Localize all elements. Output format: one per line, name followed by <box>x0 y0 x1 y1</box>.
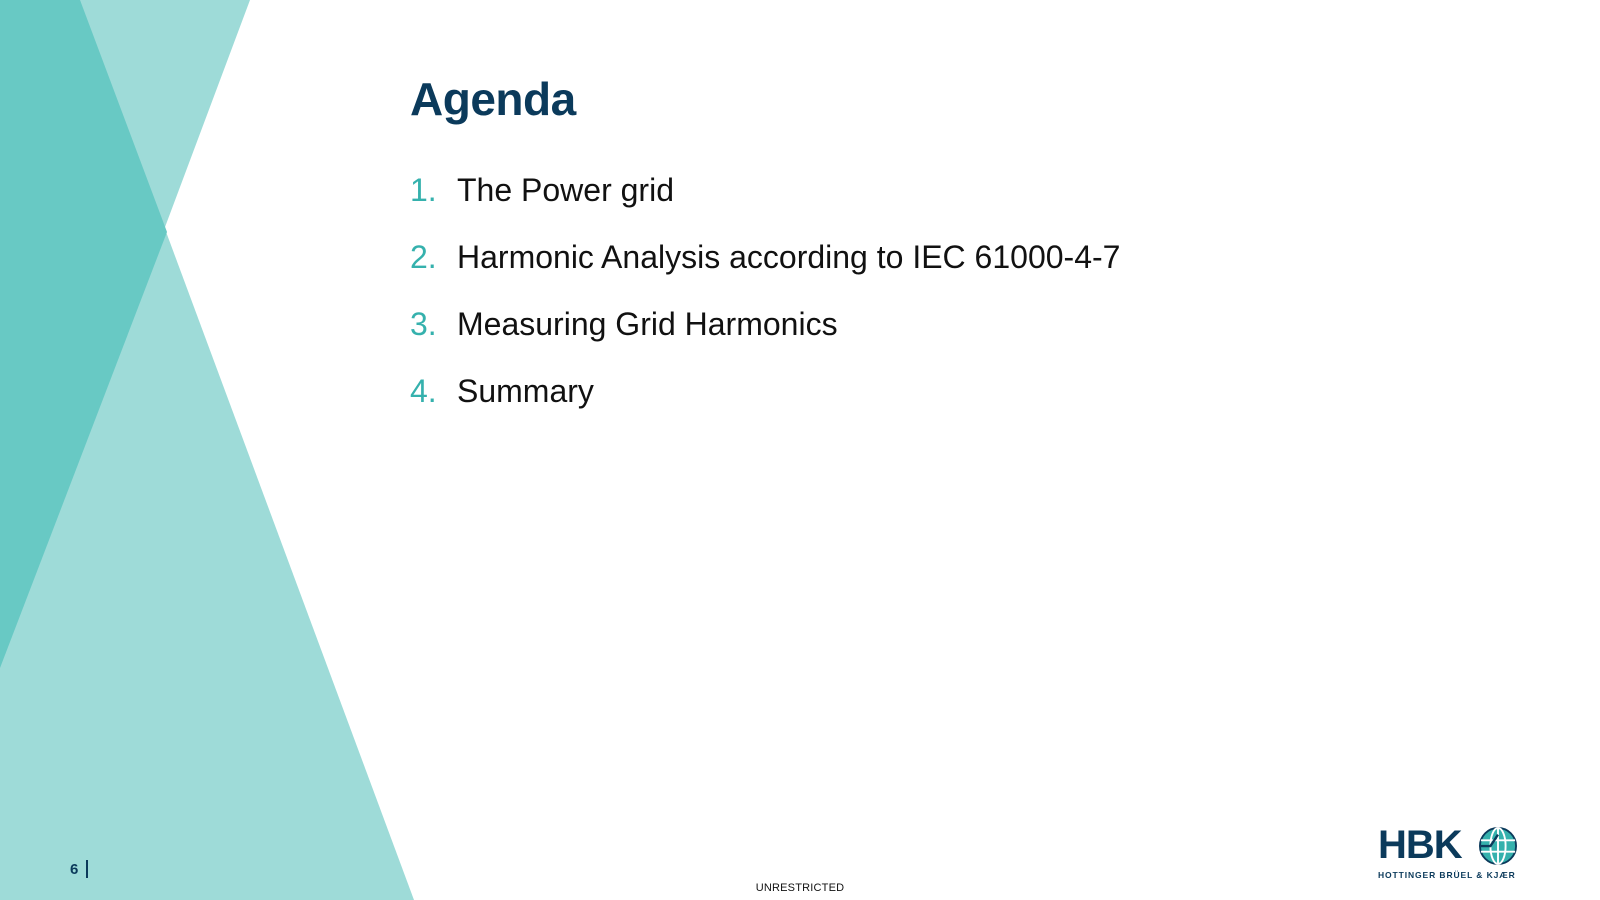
logo-tagline: HOTTINGER BRÜEL & KJÆR <box>1378 870 1516 880</box>
agenda-item <box>410 239 1120 306</box>
page-number-divider <box>86 860 88 878</box>
agenda-item <box>410 373 1120 440</box>
classification-label: UNRESTRICTED <box>755 882 845 894</box>
slide-title: Agenda <box>410 73 576 125</box>
agenda-item-text: Harmonic Analysis according to IEC 61000-4-7 <box>457 239 1121 275</box>
agenda-list <box>410 172 1120 440</box>
agenda-item-number: 1. <box>410 172 437 208</box>
agenda-item <box>410 306 1120 373</box>
agenda-item-number: 2. <box>410 239 437 275</box>
agenda-item <box>410 172 1120 239</box>
agenda-item-text: The Power grid <box>457 172 674 208</box>
logo-wordmark: HBK <box>1378 823 1462 867</box>
globe-icon <box>1479 827 1517 865</box>
agenda-item-text: Measuring Grid Harmonics <box>457 306 838 342</box>
agenda-item-text: Summary <box>457 373 594 409</box>
page-number-value: 6 <box>70 860 79 878</box>
page-number <box>70 860 88 878</box>
agenda-item-number: 4. <box>410 373 437 409</box>
agenda-item-number: 3. <box>410 306 437 342</box>
hbk-logo <box>1378 825 1528 885</box>
